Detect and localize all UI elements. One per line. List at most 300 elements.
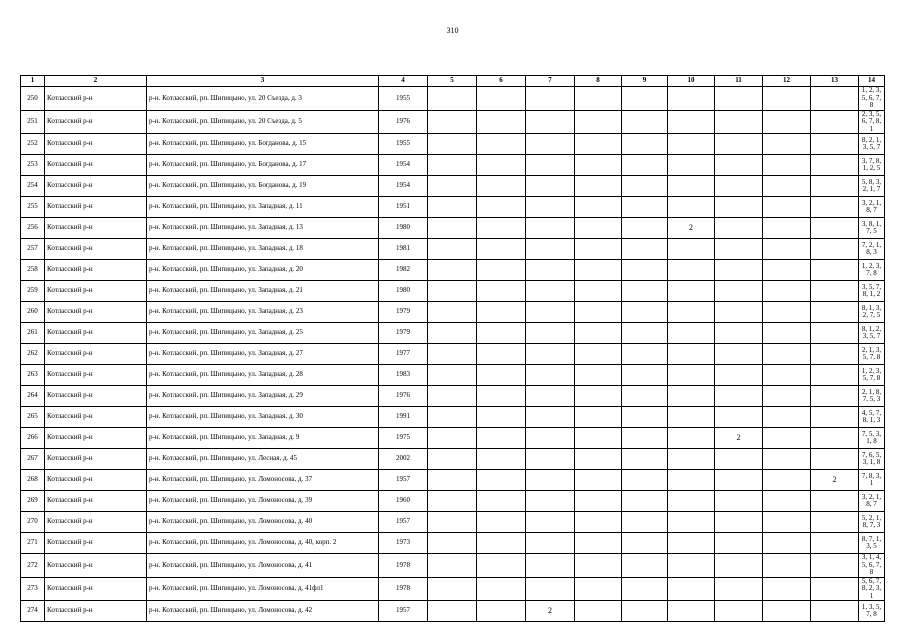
column-5-cell bbox=[428, 110, 477, 134]
column-10-cell bbox=[668, 239, 715, 260]
year-cell: 1980 bbox=[379, 281, 428, 302]
column-9-cell bbox=[622, 281, 668, 302]
column-13-cell bbox=[811, 365, 859, 386]
column-13-cell bbox=[811, 577, 859, 601]
column-5-cell bbox=[428, 554, 477, 578]
year-cell: 1955 bbox=[379, 134, 428, 155]
table-row bbox=[21, 601, 885, 622]
column-13-cell bbox=[811, 491, 859, 512]
table-row bbox=[21, 323, 885, 344]
row-number: 251 bbox=[21, 110, 45, 134]
address-cell: р-н. Котласский, рп. Шипицыно, ул. Богданова, д. 15 bbox=[147, 134, 379, 155]
year-cell: 1981 bbox=[379, 239, 428, 260]
column-11-cell bbox=[715, 260, 763, 281]
district-cell: Котласский р-н bbox=[45, 197, 147, 218]
column-10-cell bbox=[668, 134, 715, 155]
column-12-cell bbox=[763, 176, 811, 197]
district-cell: Котласский р-н bbox=[45, 110, 147, 134]
column-7-cell bbox=[526, 110, 575, 134]
column-13-cell bbox=[811, 554, 859, 578]
address-cell: р-н. Котласский, рп. Шипицыно, ул. Ломоносова, д. 40 bbox=[147, 512, 379, 533]
column-12-cell bbox=[763, 554, 811, 578]
column-8-cell bbox=[575, 197, 622, 218]
column-5-cell bbox=[428, 386, 477, 407]
column-13-cell bbox=[811, 155, 859, 176]
page-number: 310 bbox=[446, 26, 459, 35]
column-7-cell bbox=[526, 407, 575, 428]
column-13-cell bbox=[811, 386, 859, 407]
work-types-cell: 3, 1, 4, 5, 6, 7, 8 bbox=[859, 554, 885, 578]
year-cell: 1954 bbox=[379, 176, 428, 197]
column-13-cell bbox=[811, 218, 859, 239]
row-number: 261 bbox=[21, 323, 45, 344]
table-row bbox=[21, 449, 885, 470]
column-10-cell bbox=[668, 512, 715, 533]
column-12-cell bbox=[763, 491, 811, 512]
column-9-cell bbox=[622, 218, 668, 239]
column-13-cell bbox=[811, 281, 859, 302]
column-8-cell bbox=[575, 281, 622, 302]
district-cell: Котласский р-н bbox=[45, 176, 147, 197]
work-types-cell: 8, 1, 2, 3, 5, 7 bbox=[859, 323, 885, 344]
column-11-cell: 2 bbox=[715, 428, 763, 449]
column-8-cell bbox=[575, 554, 622, 578]
column-6-cell bbox=[477, 344, 526, 365]
column-10-cell bbox=[668, 281, 715, 302]
column-6-cell bbox=[477, 470, 526, 491]
column-13-cell bbox=[811, 428, 859, 449]
address-cell: р-н. Котласский, рп. Шипицыно, ул. Западная, д. 11 bbox=[147, 197, 379, 218]
row-number: 256 bbox=[21, 218, 45, 239]
column-11-cell bbox=[715, 134, 763, 155]
column-11-cell bbox=[715, 512, 763, 533]
column-7-cell bbox=[526, 577, 575, 601]
table-row bbox=[21, 577, 885, 601]
row-number: 267 bbox=[21, 449, 45, 470]
column-12-cell bbox=[763, 239, 811, 260]
column-6-cell bbox=[477, 554, 526, 578]
column-12-cell bbox=[763, 407, 811, 428]
column-13-cell bbox=[811, 239, 859, 260]
district-cell: Котласский р-н bbox=[45, 449, 147, 470]
column-11-cell bbox=[715, 470, 763, 491]
column-11-cell bbox=[715, 323, 763, 344]
year-cell: 1957 bbox=[379, 601, 428, 622]
year-cell: 1957 bbox=[379, 512, 428, 533]
year-cell: 1954 bbox=[379, 155, 428, 176]
address-cell: р-н. Котласский, рп. Шипицыно, ул. Богданова, д. 19 bbox=[147, 176, 379, 197]
column-8-cell bbox=[575, 386, 622, 407]
column-header-11: 11 bbox=[715, 76, 763, 87]
column-8-cell bbox=[575, 344, 622, 365]
district-cell: Котласский р-н bbox=[45, 512, 147, 533]
address-cell: р-н. Котласский, рп. Шипицыно, ул. Ломоносова, д. 40, корп. 2 bbox=[147, 533, 379, 554]
table-row bbox=[21, 365, 885, 386]
column-9-cell bbox=[622, 449, 668, 470]
column-header-3: 3 bbox=[147, 76, 379, 87]
address-cell: р-н. Котласский, рп. Шипицыно, ул. Западная, д. 21 bbox=[147, 281, 379, 302]
column-12-cell bbox=[763, 577, 811, 601]
column-11-cell bbox=[715, 449, 763, 470]
column-10-cell bbox=[668, 197, 715, 218]
row-number: 264 bbox=[21, 386, 45, 407]
year-cell: 1978 bbox=[379, 577, 428, 601]
work-types-cell: 1, 2, 3, 7, 8 bbox=[859, 260, 885, 281]
column-6-cell bbox=[477, 512, 526, 533]
column-9-cell bbox=[622, 386, 668, 407]
column-10-cell bbox=[668, 407, 715, 428]
year-cell: 1982 bbox=[379, 260, 428, 281]
table-row bbox=[21, 512, 885, 533]
year-cell: 1951 bbox=[379, 197, 428, 218]
column-6-cell bbox=[477, 281, 526, 302]
column-9-cell bbox=[622, 428, 668, 449]
table-row bbox=[21, 155, 885, 176]
column-11-cell bbox=[715, 407, 763, 428]
column-header-14: 14 bbox=[859, 76, 885, 87]
column-6-cell bbox=[477, 87, 526, 111]
column-7-cell bbox=[526, 302, 575, 323]
column-10-cell bbox=[668, 554, 715, 578]
column-12-cell bbox=[763, 449, 811, 470]
work-types-cell: 8, 7, 1, 3, 5 bbox=[859, 533, 885, 554]
year-cell: 1957 bbox=[379, 470, 428, 491]
column-9-cell bbox=[622, 407, 668, 428]
column-7-cell bbox=[526, 87, 575, 111]
column-8-cell bbox=[575, 110, 622, 134]
table-row bbox=[21, 239, 885, 260]
address-cell: р-н. Котласский, рп. Шипицыно, ул. Западная, д. 23 bbox=[147, 302, 379, 323]
year-cell: 1979 bbox=[379, 302, 428, 323]
column-header-2: 2 bbox=[45, 76, 147, 87]
column-9-cell bbox=[622, 110, 668, 134]
row-number: 268 bbox=[21, 470, 45, 491]
column-5-cell bbox=[428, 197, 477, 218]
column-5-cell bbox=[428, 239, 477, 260]
column-10-cell bbox=[668, 365, 715, 386]
address-cell: р-н. Котласский, рп. Шипицыно, ул. 20 Съезда, д. 3 bbox=[147, 87, 379, 111]
work-types-cell: 2, 3, 5, 6, 7, 8, 1 bbox=[859, 110, 885, 134]
column-5-cell bbox=[428, 281, 477, 302]
year-cell: 1991 bbox=[379, 407, 428, 428]
column-12-cell bbox=[763, 302, 811, 323]
column-10-cell bbox=[668, 533, 715, 554]
column-11-cell bbox=[715, 197, 763, 218]
work-types-cell: 8, 1, 3, 2, 7, 5 bbox=[859, 302, 885, 323]
column-8-cell bbox=[575, 218, 622, 239]
column-11-cell bbox=[715, 110, 763, 134]
column-12-cell bbox=[763, 386, 811, 407]
column-7-cell bbox=[526, 533, 575, 554]
row-number: 273 bbox=[21, 577, 45, 601]
column-8-cell bbox=[575, 155, 622, 176]
column-12-cell bbox=[763, 87, 811, 111]
column-6-cell bbox=[477, 110, 526, 134]
district-cell: Котласский р-н bbox=[45, 323, 147, 344]
year-cell: 2002 bbox=[379, 449, 428, 470]
column-8-cell bbox=[575, 176, 622, 197]
row-number: 260 bbox=[21, 302, 45, 323]
column-5-cell bbox=[428, 323, 477, 344]
column-6-cell bbox=[477, 134, 526, 155]
column-6-cell bbox=[477, 491, 526, 512]
column-7-cell: 2 bbox=[526, 601, 575, 622]
district-cell: Котласский р-н bbox=[45, 533, 147, 554]
column-5-cell bbox=[428, 470, 477, 491]
column-8-cell bbox=[575, 428, 622, 449]
column-13-cell bbox=[811, 323, 859, 344]
column-header-5: 5 bbox=[428, 76, 477, 87]
address-cell: р-н. Котласский, рп. Шипицыно, ул. Западная, д. 29 bbox=[147, 386, 379, 407]
district-cell: Котласский р-н bbox=[45, 428, 147, 449]
column-9-cell bbox=[622, 344, 668, 365]
address-cell: р-н. Котласский, рп. Шипицыно, ул. Богданова, д. 17 bbox=[147, 155, 379, 176]
column-13-cell bbox=[811, 302, 859, 323]
column-11-cell bbox=[715, 554, 763, 578]
row-number: 266 bbox=[21, 428, 45, 449]
table-row bbox=[21, 197, 885, 218]
table-row bbox=[21, 176, 885, 197]
work-types-cell: 2, 1, 8, 7, 5, 3 bbox=[859, 386, 885, 407]
column-header-4: 4 bbox=[379, 76, 428, 87]
column-6-cell bbox=[477, 197, 526, 218]
column-5-cell bbox=[428, 134, 477, 155]
work-types-cell: 7, 2, 1, 8, 3 bbox=[859, 239, 885, 260]
column-7-cell bbox=[526, 197, 575, 218]
column-13-cell bbox=[811, 197, 859, 218]
column-7-cell bbox=[526, 239, 575, 260]
column-7-cell bbox=[526, 386, 575, 407]
table-row bbox=[21, 407, 885, 428]
column-6-cell bbox=[477, 323, 526, 344]
column-7-cell bbox=[526, 155, 575, 176]
column-9-cell bbox=[622, 260, 668, 281]
column-8-cell bbox=[575, 491, 622, 512]
row-number: 272 bbox=[21, 554, 45, 578]
work-types-cell: 3, 2, 1, 8, 7 bbox=[859, 197, 885, 218]
work-types-cell: 1, 3, 5, 7, 8 bbox=[859, 601, 885, 622]
column-header-6: 6 bbox=[477, 76, 526, 87]
column-10-cell bbox=[668, 449, 715, 470]
address-cell: р-н. Котласский, рп. Шипицыно, ул. Западная, д. 13 bbox=[147, 218, 379, 239]
column-10-cell bbox=[668, 176, 715, 197]
column-11-cell bbox=[715, 218, 763, 239]
column-8-cell bbox=[575, 577, 622, 601]
column-9-cell bbox=[622, 601, 668, 622]
table-row bbox=[21, 491, 885, 512]
housing-registry-table bbox=[20, 75, 885, 622]
year-cell: 1980 bbox=[379, 218, 428, 239]
column-13-cell: 2 bbox=[811, 470, 859, 491]
column-8-cell bbox=[575, 601, 622, 622]
column-7-cell bbox=[526, 260, 575, 281]
column-12-cell bbox=[763, 601, 811, 622]
column-13-cell bbox=[811, 176, 859, 197]
column-8-cell bbox=[575, 407, 622, 428]
column-11-cell bbox=[715, 577, 763, 601]
column-8-cell bbox=[575, 87, 622, 111]
column-12-cell bbox=[763, 134, 811, 155]
year-cell: 1955 bbox=[379, 87, 428, 111]
district-cell: Котласский р-н bbox=[45, 302, 147, 323]
district-cell: Котласский р-н bbox=[45, 577, 147, 601]
year-cell: 1977 bbox=[379, 344, 428, 365]
column-12-cell bbox=[763, 323, 811, 344]
column-9-cell bbox=[622, 323, 668, 344]
column-10-cell bbox=[668, 428, 715, 449]
column-9-cell bbox=[622, 533, 668, 554]
district-cell: Котласский р-н bbox=[45, 554, 147, 578]
table-row bbox=[21, 386, 885, 407]
column-6-cell bbox=[477, 260, 526, 281]
column-8-cell bbox=[575, 260, 622, 281]
address-cell: р-н. Котласский, рп. Шипицыно, ул. Ломоносова, д. 41 bbox=[147, 554, 379, 578]
column-13-cell bbox=[811, 407, 859, 428]
column-5-cell bbox=[428, 601, 477, 622]
column-header-7: 7 bbox=[526, 76, 575, 87]
column-12-cell bbox=[763, 428, 811, 449]
address-cell: р-н. Котласский, рп. Шипицыно, ул. Ломоносова, д. 41фл1 bbox=[147, 577, 379, 601]
address-cell: р-н. Котласский, рп. Шипицыно, ул. Ломоносова, д. 37 bbox=[147, 470, 379, 491]
column-13-cell bbox=[811, 601, 859, 622]
column-6-cell bbox=[477, 449, 526, 470]
column-10-cell bbox=[668, 155, 715, 176]
column-5-cell bbox=[428, 218, 477, 239]
column-header-12: 12 bbox=[763, 76, 811, 87]
column-10-cell bbox=[668, 344, 715, 365]
year-cell: 1983 bbox=[379, 365, 428, 386]
address-cell: р-н. Котласский, рп. Шипицыно, ул. Западная, д. 18 bbox=[147, 239, 379, 260]
row-number: 257 bbox=[21, 239, 45, 260]
column-5-cell bbox=[428, 577, 477, 601]
table-row bbox=[21, 134, 885, 155]
work-types-cell: 1, 2, 3, 5, 6, 7, 8 bbox=[859, 87, 885, 111]
column-7-cell bbox=[526, 344, 575, 365]
column-9-cell bbox=[622, 155, 668, 176]
column-5-cell bbox=[428, 449, 477, 470]
column-12-cell bbox=[763, 281, 811, 302]
column-7-cell bbox=[526, 470, 575, 491]
column-6-cell bbox=[477, 239, 526, 260]
column-8-cell bbox=[575, 323, 622, 344]
column-13-cell bbox=[811, 512, 859, 533]
district-cell: Котласский р-н bbox=[45, 134, 147, 155]
row-number: 263 bbox=[21, 365, 45, 386]
district-cell: Котласский р-н bbox=[45, 260, 147, 281]
year-cell: 1978 bbox=[379, 554, 428, 578]
address-cell: р-н. Котласский, рп. Шипицыно, ул. Ломоносова, д. 42 bbox=[147, 601, 379, 622]
district-cell: Котласский р-н bbox=[45, 218, 147, 239]
column-5-cell bbox=[428, 533, 477, 554]
header-row bbox=[21, 76, 885, 87]
column-8-cell bbox=[575, 449, 622, 470]
column-11-cell bbox=[715, 302, 763, 323]
district-cell: Котласский р-н bbox=[45, 386, 147, 407]
table-row bbox=[21, 110, 885, 134]
column-10-cell: 2 bbox=[668, 218, 715, 239]
district-cell: Котласский р-н bbox=[45, 155, 147, 176]
work-types-cell: 3, 7, 8, 1, 2, 5 bbox=[859, 155, 885, 176]
column-13-cell bbox=[811, 134, 859, 155]
table-row bbox=[21, 344, 885, 365]
column-7-cell bbox=[526, 491, 575, 512]
district-cell: Котласский р-н bbox=[45, 87, 147, 111]
column-6-cell bbox=[477, 428, 526, 449]
row-number: 262 bbox=[21, 344, 45, 365]
work-types-cell: 7, 6, 5, 3, 1, 8 bbox=[859, 449, 885, 470]
address-cell: р-н. Котласский, рп. Шипицыно, ул. Западная, д. 25 bbox=[147, 323, 379, 344]
address-cell: р-н. Котласский, рп. Шипицыно, ул. Западная, д. 28 bbox=[147, 365, 379, 386]
column-13-cell bbox=[811, 533, 859, 554]
column-9-cell bbox=[622, 176, 668, 197]
row-number: 270 bbox=[21, 512, 45, 533]
column-11-cell bbox=[715, 386, 763, 407]
column-header-10: 10 bbox=[668, 76, 715, 87]
column-5-cell bbox=[428, 87, 477, 111]
column-11-cell bbox=[715, 533, 763, 554]
year-cell: 1975 bbox=[379, 428, 428, 449]
column-9-cell bbox=[622, 239, 668, 260]
column-header-8: 8 bbox=[575, 76, 622, 87]
column-8-cell bbox=[575, 134, 622, 155]
column-5-cell bbox=[428, 344, 477, 365]
column-header-1: 1 bbox=[21, 76, 45, 87]
address-cell: р-н. Котласский, рп. Шипицыно, ул. Западная, д. 20 bbox=[147, 260, 379, 281]
column-12-cell bbox=[763, 470, 811, 491]
column-8-cell bbox=[575, 365, 622, 386]
column-10-cell bbox=[668, 601, 715, 622]
table-row bbox=[21, 260, 885, 281]
column-7-cell bbox=[526, 323, 575, 344]
table-row bbox=[21, 302, 885, 323]
column-13-cell bbox=[811, 110, 859, 134]
column-10-cell bbox=[668, 323, 715, 344]
column-6-cell bbox=[477, 302, 526, 323]
column-9-cell bbox=[622, 302, 668, 323]
table-row bbox=[21, 87, 885, 111]
column-9-cell bbox=[622, 577, 668, 601]
column-5-cell bbox=[428, 260, 477, 281]
year-cell: 1979 bbox=[379, 323, 428, 344]
column-7-cell bbox=[526, 554, 575, 578]
column-5-cell bbox=[428, 407, 477, 428]
column-5-cell bbox=[428, 365, 477, 386]
year-cell: 1960 bbox=[379, 491, 428, 512]
column-10-cell bbox=[668, 302, 715, 323]
row-number: 259 bbox=[21, 281, 45, 302]
work-types-cell: 3, 2, 1, 8, 7 bbox=[859, 491, 885, 512]
column-10-cell bbox=[668, 386, 715, 407]
table-row bbox=[21, 281, 885, 302]
work-types-cell: 5, 2, 1, 8, 7, 3 bbox=[859, 512, 885, 533]
column-header-13: 13 bbox=[811, 76, 859, 87]
column-6-cell bbox=[477, 386, 526, 407]
address-cell: р-н. Котласский, рп. Шипицыно, ул. Западная, д. 27 bbox=[147, 344, 379, 365]
row-number: 274 bbox=[21, 601, 45, 622]
address-cell: р-н. Котласский, рп. Шипицыно, ул. 20 Съезда, д. 5 bbox=[147, 110, 379, 134]
column-7-cell bbox=[526, 512, 575, 533]
table-row bbox=[21, 470, 885, 491]
district-cell: Котласский р-н bbox=[45, 344, 147, 365]
work-types-cell: 7, 8, 3, 1 bbox=[859, 470, 885, 491]
column-9-cell bbox=[622, 554, 668, 578]
column-8-cell bbox=[575, 239, 622, 260]
column-12-cell bbox=[763, 365, 811, 386]
column-6-cell bbox=[477, 155, 526, 176]
work-types-cell: 5, 8, 3, 2, 1, 7 bbox=[859, 176, 885, 197]
column-6-cell bbox=[477, 365, 526, 386]
column-12-cell bbox=[763, 533, 811, 554]
